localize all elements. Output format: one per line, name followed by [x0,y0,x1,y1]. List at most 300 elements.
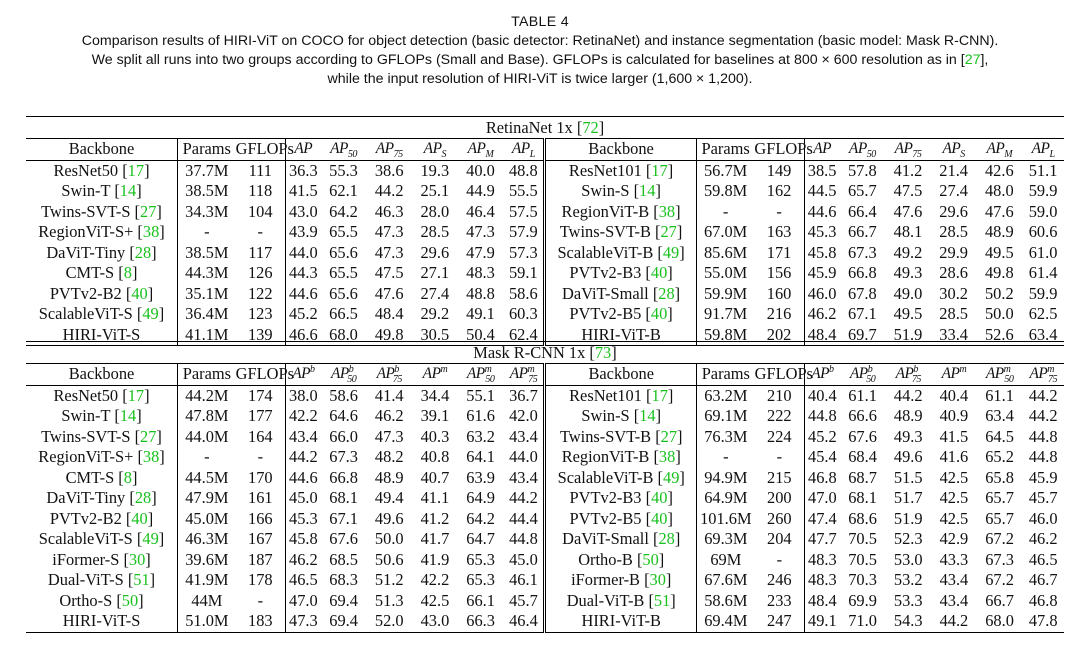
maskrcnn-title-row [26,342,1064,364]
metric-cell: 51.5 [893,467,923,487]
metric-cell: 52.0 [366,611,412,632]
metric-cell: 45.2 [288,304,318,324]
backbone-name: RegionViT-S+ [38] [26,447,178,468]
metric-cell: 43.4 [939,570,969,590]
params-cell: 64.9M [704,488,748,508]
model-name: ScalableViT-S [38,529,133,549]
metric-cell: 40.7 [420,467,450,487]
model-name: Dual-ViT-S [47,570,124,590]
metric-cell: 47.6 [374,283,404,303]
metric-cell: 64.2 [466,508,495,528]
maskrcnn-section-name: Mask R-CNN 1x [473,342,586,362]
metric-base: AP [895,365,914,383]
metric-cell: 51.7 [893,488,923,508]
metric-cell: 44.6 [289,467,318,487]
metric-cell: 65.7 [847,181,877,201]
gflops-cell: - [236,591,286,612]
backbone-name: ResNet50 [17] [26,160,178,181]
metric-cell: 43.0 [412,611,458,632]
citation: 28 [134,488,152,508]
metric-sup: b [394,364,399,376]
model-name: Swin-S [581,406,630,426]
metric-cell: 51.9 [885,325,931,346]
metric-cell: 41.2 [893,160,923,180]
metric-cell: 40.4 [939,385,969,405]
metric-cell: 45.0 [289,488,318,508]
metric-cell: 46.2 [289,549,318,569]
citation: 14 [119,181,137,201]
metric-cell: 44.3 [288,263,318,283]
gflops-cell: 156 [754,263,804,284]
model-name: Ortho-B [578,549,633,569]
metric-base: AP [330,140,348,158]
metric-cell: 67.3 [985,549,1014,569]
metric-base: AP [292,365,311,383]
metric-sup: m [1047,364,1054,376]
metric-cell: 45.2 [808,426,837,446]
model-name: DaViT-Tiny [46,242,126,262]
metric-cell: 48.3 [808,570,837,590]
params-cell: 35.1M [185,283,229,303]
metric-sup: b [913,364,918,376]
backbone-name: ScalableViT-B [49] [545,468,697,489]
caption-line-3: while the input resolution of HIRI-ViT is twice larger (1,600 × 1,200). [327,71,753,87]
metric-cell: 66.3 [458,611,504,632]
metric-sup: m [959,364,967,376]
gflops-cell: 183 [236,611,286,632]
citation: 51 [653,590,671,610]
header-params: Params [178,139,236,161]
params-cell: - [722,201,729,221]
model-name: HIRI-ViT-S [62,611,141,631]
metric-cell: 46.0 [807,283,837,303]
metric-cell: 70.3 [848,570,877,590]
citation: 17 [651,385,668,405]
header-params: Params [696,139,754,161]
table-row [26,488,1064,509]
metric-cell: 28.0 [420,201,450,221]
metric-base: AP [466,365,485,383]
metric-cell: 62.4 [503,325,545,346]
header-metric [1022,364,1064,386]
metric-cell: 48.4 [808,590,837,610]
backbone-name: RegionViT-S+ [38] [26,222,178,243]
caption-line-2: We split all runs into two groups according to GFLOPs (Small and Base). GFLOPs is calculated for baselines at 800 × 600 resolution as in [27], [91,52,989,68]
metric-sub: 75 [528,374,538,386]
metric-cell: 63.9 [466,467,495,487]
table-row [26,591,1064,612]
metric-base: AP [811,365,829,383]
model-name: RegionViT-B [561,447,650,467]
metric-cell: 49.2 [893,242,923,262]
metric-sub: L [529,149,535,161]
metric-cell: 49.8 [984,263,1014,283]
model-name: Twins-SVT-B [559,426,652,446]
model-name: ScalableViT-S [38,304,133,324]
table-row [26,406,1064,427]
metric-cell: 44.2 [374,181,404,201]
metric-cell: 67.2 [985,529,1014,549]
metric-cell: 65.8 [985,467,1014,487]
metric-sup: m [1003,364,1011,376]
metric-cell: 48.2 [374,447,404,467]
metric-cell: 45.0 [503,550,545,571]
model-name: ResNet101 [569,385,642,405]
metric-cell: 42.5 [939,488,969,508]
metric-sub: 75 [912,149,922,161]
metric-cell: 64.6 [329,406,358,426]
table-row [26,304,1064,325]
metric-cell: 62.1 [329,181,358,201]
metric-cell: 43.4 [503,468,545,489]
metric-cell: 59.0 [1028,201,1058,221]
params-cell: 101.6M [700,508,752,528]
metric-cell: 68.0 [321,325,367,346]
citation: 17 [651,160,668,180]
citation: 38 [142,447,160,467]
metric-cell: 47.4 [808,508,837,528]
metric-cell: 45.3 [807,222,837,242]
gflops-cell: 174 [236,385,286,406]
metric-sub: 75 [393,149,403,161]
params-cell: 59.9M [703,283,748,303]
metric-cell: 57.8 [847,160,877,180]
metric-cell: 58.6 [503,284,545,305]
model-name: Twins-SVT-S [41,201,131,221]
citation: 38 [658,201,676,221]
backbone-name: PVTv2-B3 [40] [545,263,697,284]
metric-cell: 52.3 [893,529,923,549]
backbone-name: Swin-S [14] [545,406,697,427]
metric-cell: 47.6 [893,201,923,221]
metric-cell: 48.9 [893,406,923,426]
metric-sub: 50 [485,374,495,386]
gflops-cell: 202 [754,325,804,346]
metric-cell: 40.8 [420,447,450,467]
metric-cell: 46.5 [1028,549,1058,569]
metric-cell: 49.0 [893,283,923,303]
backbone-name: DaViT-Small [28] [545,284,697,305]
metric-cell: 40.3 [420,426,450,446]
metric-cell: 53.2 [893,570,923,590]
backbone-name: DaViT-Small [28] [545,529,697,550]
backbone-name: Ortho-S [50] [26,591,178,612]
header-metric [503,364,545,386]
gflops-cell: 204 [755,529,805,550]
metric-cell: 70.5 [848,529,877,549]
table-row [26,468,1064,489]
gflops-cell: - [236,222,286,243]
gflops-cell: 233 [755,591,805,612]
metric-cell: 48.4 [804,325,839,346]
citation: 50 [121,590,139,610]
model-name: DaViT-Small [561,283,649,303]
gflops-cell: 260 [755,509,805,530]
citation: 40 [650,304,668,324]
backbone-name: ResNet101 [17] [545,160,697,181]
metric-cell: 65.6 [329,283,358,303]
params-cell: 76.3M [704,426,748,446]
metric-cell: 49.4 [374,488,404,508]
metric-base: AP [422,365,441,383]
metric-cell: 66.8 [329,467,358,487]
header-gflops: GFLOPs [235,364,294,384]
metric-cell: 50.0 [984,304,1014,324]
metric-cell: 43.0 [288,201,318,221]
metric-cell: 65.3 [466,549,495,569]
metric-cell: 30.5 [412,325,458,346]
backbone-name: Twins-SVT-S [27] [26,427,178,448]
metric-cell: 67.1 [329,508,358,528]
gflops-cell: 166 [236,509,286,530]
table-row [26,160,1064,181]
model-name: PVTv2-B5 [569,508,642,528]
header-params: Params [178,364,236,386]
model-name: DaViT-Tiny [46,488,126,508]
metric-cell: 19.3 [420,160,450,180]
metric-cell: 51.2 [374,570,404,590]
metric-cell: 47.3 [285,611,320,632]
citation: 49 [142,304,159,324]
metric-base: AP [849,365,868,383]
metric-cell: 47.5 [374,263,404,283]
metric-cell: 66.1 [466,590,495,610]
metric-cell: 41.7 [420,529,450,549]
params-cell: 44.5M [185,467,229,487]
citation: 40 [131,283,148,303]
maskrcnn-section-title: Mask R-CNN 1x [73] [26,342,1064,364]
metric-cell: 46.4 [503,611,545,632]
metric-cell: 44.4 [503,509,545,530]
citation: 27 [140,426,157,446]
model-name: HIRI-ViT-S [62,324,141,344]
gflops-cell: 161 [236,488,286,509]
metric-cell: 53.3 [893,590,923,610]
gflops-cell: 149 [754,160,804,181]
metric-cell: 44.2 [893,385,923,405]
metric-cell: 53.0 [893,549,923,569]
metric-sub: S [960,149,965,161]
params-cell: 58.6M [704,590,748,610]
citation: 40 [651,508,668,528]
metric-cell: 41.6 [939,447,969,467]
gflops-cell: 210 [755,385,805,406]
metric-base: AP [986,140,1005,158]
metric-cell: 27.4 [420,283,450,303]
backbone-name: Ortho-B [50] [545,550,697,571]
citation: 14 [119,406,137,426]
retinanet-title-row [26,117,1064,139]
gflops-cell: 224 [755,427,805,448]
gflops-cell: 123 [236,304,286,325]
params-cell: 44M [191,590,223,610]
metric-cell: 57.9 [503,222,545,243]
metric-cell: 49.6 [893,447,923,467]
metric-cell: 69.4 [329,590,358,610]
model-name: iFormer-B [571,570,640,590]
params-cell: 36.4M [185,304,229,324]
backbone-name: Twins-SVT-B [27] [545,427,697,448]
gflops-cell: - [754,202,804,223]
backbone-name: Swin-S [14] [545,181,697,202]
metric-cell: 66.7 [847,222,877,242]
metric-base: AP [294,140,313,158]
gflops-cell: 126 [236,263,286,284]
model-name: DaViT-Small [562,529,649,549]
header-backbone: Backbone [26,139,178,161]
metric-base: AP [330,365,349,383]
header-metric [321,139,367,161]
metric-cell: 46.6 [285,325,320,346]
maskrcnn-header-row [26,364,1064,386]
metric-cell: 43.3 [939,549,969,569]
backbone-name: PVTv2-B5 [40] [545,509,697,530]
header-metric [412,139,458,161]
metric-cell: 61.1 [985,385,1014,405]
retinanet-section-title: RetinaNet 1x [72] [26,117,1064,139]
metric-cell: 66.8 [847,263,877,283]
citation: 51 [133,570,150,590]
table-row [26,529,1064,550]
backbone-name: Twins-SVT-B [27] [545,222,697,243]
metric-cell: 65.7 [985,508,1014,528]
metric-cell: 62.5 [1028,304,1058,324]
header-metric [366,364,412,386]
backbone-name: ResNet50 [17] [26,385,178,406]
backbone-name: PVTv2-B5 [40] [545,304,697,325]
metric-base: AP [813,140,832,158]
citation: 38 [142,222,160,242]
model-name: RegionViT-B [561,201,650,221]
metric-sub: M [1004,149,1013,161]
metric-cell: 68.4 [848,447,877,467]
metric-cell: 28.5 [420,222,450,242]
metric-cell: 46.5 [289,570,318,590]
metric-cell: 42.5 [420,590,450,610]
model-name: Swin-T [61,406,111,426]
metric-cell: 68.3 [329,570,358,590]
metric-cell: 50.6 [374,549,404,569]
metric-cell: 65.6 [329,242,358,262]
metric-cell: 46.7 [1028,570,1058,590]
metric-cell: 65.5 [329,222,358,242]
params-cell: 44.0M [185,426,229,446]
model-name: RegionViT-S+ [38,447,134,467]
citation: 17 [127,160,145,180]
params-cell: 41.9M [185,570,229,590]
header-params: Params [697,364,755,386]
backbone-name: DaViT-Tiny [28] [26,243,178,264]
header-metric [503,139,545,161]
table-row [26,550,1064,571]
metric-cell: 61.0 [1028,242,1058,262]
metric-cell: 29.6 [420,242,450,262]
params-cell: 59.8M [696,325,754,346]
metric-cell: 44.2 [503,488,545,509]
metric-cell: 67.6 [329,529,358,549]
metric-base: AP [894,140,913,158]
metric-sub: S [441,149,446,161]
metric-cell: 48.8 [503,160,545,181]
model-name: Swin-T [61,181,111,201]
metric-cell: 46.8 [1028,590,1058,610]
metric-cell: 63.4 [985,406,1014,426]
metric-cell: 68.7 [848,467,877,487]
metric-cell: 65.3 [466,570,495,590]
model-name: ResNet50 [53,385,119,405]
metric-cell: 36.3 [288,160,318,180]
gflops-cell: 122 [236,284,286,305]
metric-cell: 46.4 [466,201,495,221]
metric-cell: 34.4 [420,385,450,405]
citation: 40 [131,508,148,528]
backbone-name: CMT-S [8] [26,468,178,489]
params-cell: 85.6M [703,242,748,262]
model-name: PVTv2-B5 [569,304,642,324]
params-cell: 34.3M [185,201,229,221]
backbone-name: Dual-ViT-S [51] [26,570,178,591]
header-gflops: GFLOPs [754,364,813,384]
model-name: Twins-SVT-B [559,222,651,242]
metric-cell: 47.5 [893,181,923,201]
metric-cell: 29.9 [939,242,968,262]
metric-cell: 63.2 [466,426,495,446]
header-metric [366,139,412,161]
gflops-cell: 215 [755,468,805,489]
params-cell: 38.5M [185,181,229,201]
metric-cell: 45.7 [1028,488,1058,508]
citation: 28 [658,529,675,549]
backbone-name: iFormer-S [30] [26,550,178,571]
metric-cell: 27.1 [420,263,450,283]
model-name: PVTv2-B3 [569,488,642,508]
header-backbone: Backbone [545,364,697,386]
metric-cell: 70.5 [848,549,877,569]
model-name: ScalableViT-B [557,242,654,262]
metric-cell: 44.8 [1028,426,1058,446]
header-gflops: GFLOPs [235,139,294,159]
metric-cell: 43.9 [288,222,318,242]
metric-cell: 29.2 [420,304,450,324]
metric-cell: 44.8 [1028,447,1058,467]
metric-cell: 66.4 [847,201,877,221]
backbone-name: DaViT-Tiny [28] [26,488,178,509]
metric-base: AP [509,365,528,383]
header-metric [840,364,886,386]
citation: 17 [127,385,145,405]
metric-cell: 69.9 [848,590,877,610]
table-caption [0,13,1080,89]
params-cell: 69.4M [697,611,755,632]
header-metric [931,364,977,386]
metric-sup: m [440,364,448,376]
citation: 50 [642,549,659,569]
table-row [26,284,1064,305]
citation: 27 [660,222,677,242]
gflops-cell: 246 [755,570,805,591]
metric-cell: 21.4 [939,160,968,180]
gflops-cell: 200 [755,488,805,509]
metric-cell: 40.9 [939,406,969,426]
metric-cell: 46.3 [374,201,404,221]
caption-line-1: Comparison results of HIRI-ViT on COCO for object detection (basic detector: RetinaNet) and instance segmentation (basic model: Mask R-CNN). [81,33,999,49]
metric-cell: 59.1 [503,263,545,284]
metric-sub: L [1049,149,1055,161]
metric-cell: 65.7 [985,488,1014,508]
metric-cell: 49.5 [984,242,1014,262]
metric-cell: 41.4 [374,385,404,405]
metric-sub: 50 [347,374,357,386]
